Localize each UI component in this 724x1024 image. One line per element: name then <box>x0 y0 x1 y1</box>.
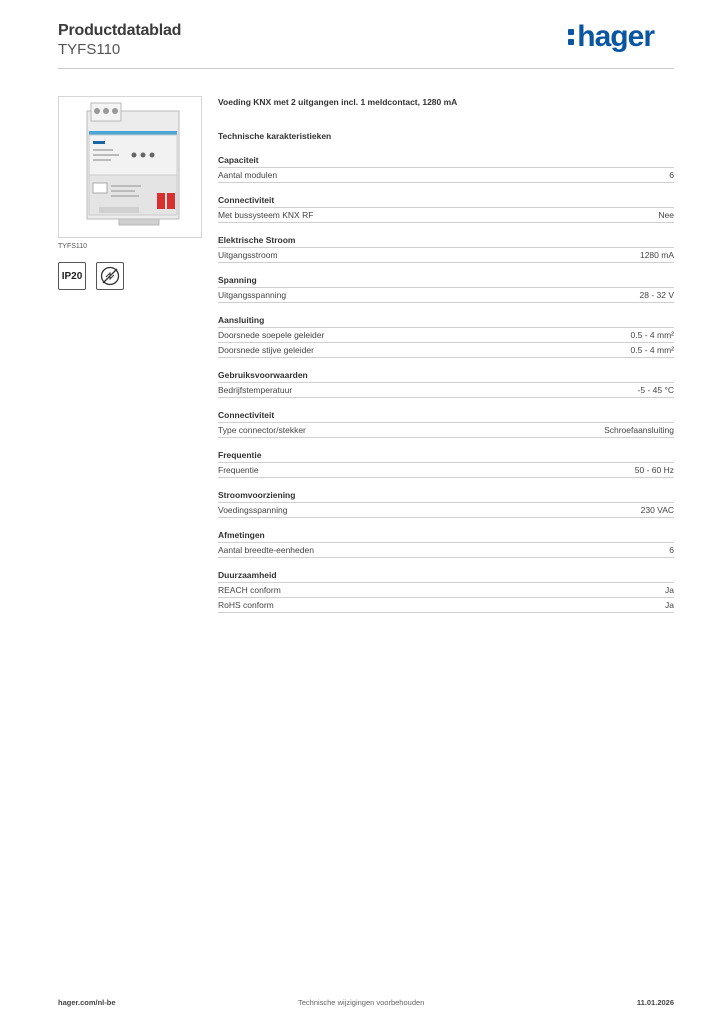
spec-section-title: Elektrische Stroom <box>218 234 674 248</box>
spec-section-title: Aansluiting <box>218 314 674 328</box>
product-image <box>58 96 202 238</box>
spec-section <box>218 529 674 558</box>
footer-website: hager.com/nl-be <box>58 998 116 1007</box>
spec-section-title: Connectiviteit <box>218 409 674 423</box>
spec-row <box>218 168 674 183</box>
spec-section <box>218 489 674 518</box>
spec-row <box>218 383 674 398</box>
spec-row <box>218 343 674 358</box>
spec-value: 6 <box>669 545 674 555</box>
spec-content <box>218 96 674 624</box>
spec-section <box>218 569 674 613</box>
header-divider <box>58 68 674 69</box>
product-description: Voeding KNX met 2 uitgangen incl. 1 meldcontact, 1280 mA <box>218 97 458 107</box>
spec-section <box>218 194 674 223</box>
spec-value: 50 - 60 Hz <box>634 465 674 475</box>
spec-section <box>218 234 674 263</box>
spec-section-title: Duurzaamheid <box>218 569 674 583</box>
spec-value: 28 - 32 V <box>639 290 674 300</box>
spec-section-title: Stroomvoorziening <box>218 489 674 503</box>
din-rail-module-illustration <box>59 97 201 237</box>
spec-row <box>218 328 674 343</box>
spec-section-title: Afmetingen <box>218 529 674 543</box>
logo-text: hager <box>577 20 654 53</box>
no-dimmer-symbol-icon <box>96 262 124 290</box>
spec-value: Schroefaansluiting <box>604 425 674 435</box>
spec-section-title: Spanning <box>218 274 674 288</box>
spec-row <box>218 423 674 438</box>
spec-row <box>218 463 674 478</box>
spec-value: 0.5 - 4 mm² <box>630 345 674 355</box>
spec-section <box>218 314 674 358</box>
spec-value: 1280 mA <box>639 250 674 260</box>
spec-label: Aantal modulen <box>218 170 278 180</box>
ip-rating-badge: IP20 <box>58 262 86 290</box>
spec-label: Uitgangsstroom <box>218 250 278 260</box>
product-code: TYFS110 <box>58 41 121 58</box>
spec-section-title: Frequentie <box>218 449 674 463</box>
spec-value: 0.5 - 4 mm² <box>630 330 674 340</box>
spec-section-title: Capaciteit <box>218 154 674 168</box>
spec-section-title: Gebruiksvoorwaarden <box>218 369 674 383</box>
spec-value: Ja <box>665 585 674 595</box>
spec-value: 6 <box>669 170 674 180</box>
spec-row <box>218 248 674 263</box>
spec-value: 230 VAC <box>640 505 674 515</box>
page-header <box>58 20 674 70</box>
logo-colon-mark <box>568 25 575 47</box>
spec-section <box>218 154 674 183</box>
spec-section <box>218 449 674 478</box>
spec-label: Met bussysteem KNX RF <box>218 210 314 220</box>
spec-label: Uitgangsspanning <box>218 290 287 300</box>
spec-value: -5 - 45 °C <box>637 385 674 395</box>
spec-label: Type connector/stekker <box>218 425 306 435</box>
spec-label: Doorsnede soepele geleider <box>218 330 325 340</box>
page-title: Productdatablad <box>58 22 182 39</box>
spec-row <box>218 598 674 613</box>
spec-section <box>218 409 674 438</box>
footer-date: 11.01.2026 <box>636 998 674 1007</box>
spec-row <box>218 288 674 303</box>
spec-row <box>218 583 674 598</box>
spec-row <box>218 543 674 558</box>
spec-label: Bedrijfstemperatuur <box>218 385 293 395</box>
spec-section <box>218 369 674 398</box>
page-footer <box>58 998 674 1012</box>
spec-label: REACH conform <box>218 585 281 595</box>
hager-logo <box>568 20 654 54</box>
spec-label: Frequentie <box>218 465 259 475</box>
spec-label: Aantal breedte-eenheden <box>218 545 314 555</box>
spec-label: Voedingsspanning <box>218 505 288 515</box>
spec-value: Nee <box>658 210 674 220</box>
spec-label: RoHS conform <box>218 600 274 610</box>
spec-section-title: Connectiviteit <box>218 194 674 208</box>
spec-label: Doorsnede stijve geleider <box>218 345 314 355</box>
tech-characteristics-heading: Technische karakteristieken <box>218 131 332 141</box>
spec-sections <box>218 154 674 613</box>
image-caption: TYFS110 <box>58 243 88 250</box>
spec-section <box>218 274 674 303</box>
spec-row <box>218 208 674 223</box>
spec-value: Ja <box>665 600 674 610</box>
spec-row <box>218 503 674 518</box>
footer-disclaimer: Technische wijzigingen voorbehouden <box>298 998 425 1007</box>
